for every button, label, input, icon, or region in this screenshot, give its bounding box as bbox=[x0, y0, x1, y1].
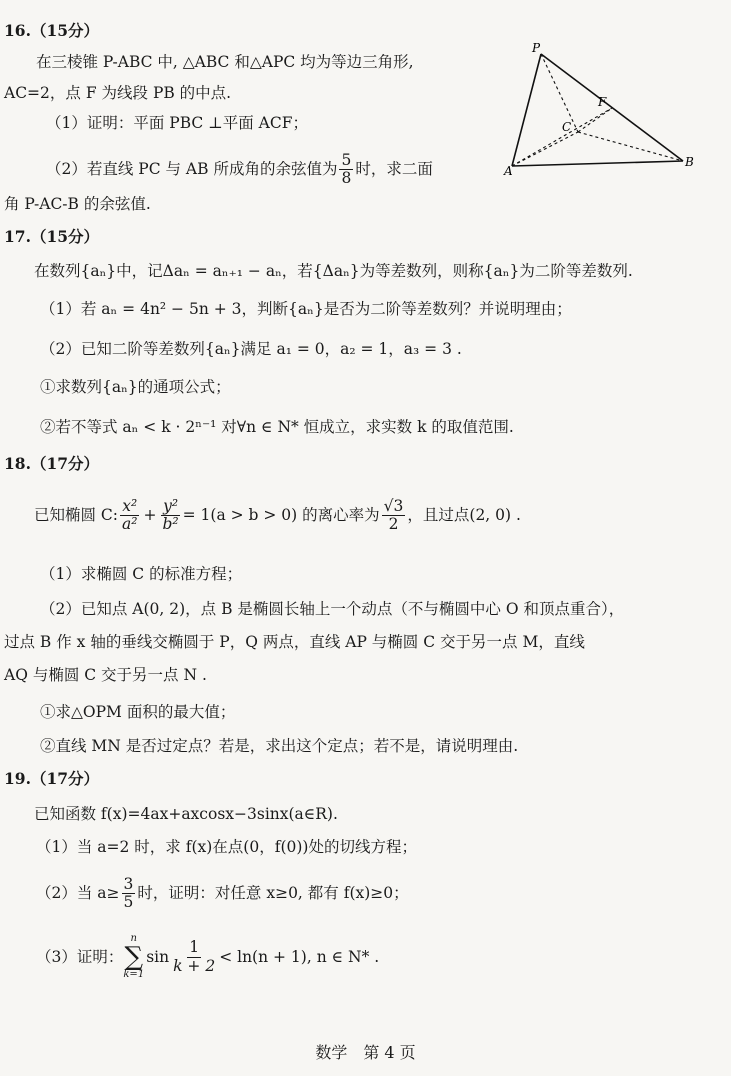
q18-eccentricity-fraction bbox=[382, 498, 406, 533]
q16-heading: 16.（15分） bbox=[4, 21, 100, 40]
q17-sub1: ①求数列{aₙ}的通项公式； bbox=[40, 378, 231, 396]
q18-intro-c: ，且过点(2, 0) . bbox=[407, 506, 521, 525]
edge-PC-dashed bbox=[541, 54, 578, 132]
sum-lower: k=1 bbox=[123, 969, 145, 980]
q19-sum-den: k + 2 bbox=[173, 956, 216, 975]
q18-part2-line3: AQ 与椭圆 C 交于另一点 N . bbox=[4, 666, 207, 684]
edge-AC-dashed bbox=[512, 132, 578, 166]
q19-intro: 已知函数 f(x)=4ax+axcosx−3sinx(a∈R). bbox=[34, 805, 338, 823]
q19-part2 bbox=[36, 876, 409, 911]
summation-symbol: n ∑ k=1 bbox=[123, 933, 145, 980]
q19-part3-b: < ln(n + 1), n ∈ N* . bbox=[219, 947, 380, 966]
q18-x-fraction bbox=[120, 498, 139, 533]
q18-part2-line1: （2）已知点 A(0, 2)，点 B 是椭圆长轴上一个动点（不与椭圆中心 O 和顶点重合）， bbox=[40, 600, 625, 618]
q19-heading: 19.（17分） bbox=[4, 769, 100, 788]
q17-heading: 17.（15分） bbox=[4, 227, 100, 246]
q16-frac-den: 8 bbox=[341, 169, 352, 188]
q16-part1: （1）证明：平面 PBC ⊥平面 ACF； bbox=[46, 114, 308, 132]
q19-part3 bbox=[36, 934, 379, 980]
q18-b2: b² bbox=[162, 515, 179, 534]
q18-part1: （1）求椭圆 C 的标准方程； bbox=[40, 565, 243, 583]
q19-part2-a: （2）当 a≥ bbox=[36, 884, 120, 903]
q18-e-den: 2 bbox=[388, 515, 399, 534]
q18-x2: x² bbox=[122, 497, 138, 515]
label-C: C bbox=[562, 120, 572, 134]
q18-y-fraction bbox=[160, 498, 180, 533]
q16-part2 bbox=[46, 152, 433, 187]
q17-part1: （1）若 aₙ = 4n² − 5n + 3，判断{aₙ}是否为二阶等差数列？并说明理由； bbox=[40, 300, 572, 318]
q18-part2-line2: 过点 B 作 x 轴的垂线交椭圆于 P，Q 两点，直线 AP 与椭圆 C 交于另一点 M，直线 bbox=[4, 633, 585, 651]
q19-sin: sin bbox=[146, 947, 170, 966]
q19-frac-num: 3 bbox=[123, 875, 134, 893]
tetrahedron-figure bbox=[504, 38, 700, 180]
q19-sum-fraction bbox=[171, 939, 217, 974]
q16-part2-cont: 角 P-AC-B 的余弦值. bbox=[4, 195, 151, 213]
sum-upper: n bbox=[130, 933, 137, 944]
edge-PA bbox=[512, 54, 541, 166]
q19-part2-b: 时，证明：对任意 x≥0, 都有 f(x)≥0； bbox=[137, 884, 409, 903]
q18-y2: y² bbox=[163, 497, 179, 515]
page-footer: 数学 第 4 页 bbox=[315, 1043, 416, 1062]
label-P: P bbox=[532, 41, 541, 55]
q16-intro-line1: 在三棱锥 P-ABC 中, △ABC 和△APC 均为等边三角形, bbox=[36, 53, 414, 71]
q19-a-fraction bbox=[122, 876, 136, 911]
q19-part1: （1）当 a=2 时，求 f(x)在点(0，f(0))处的切线方程； bbox=[36, 838, 417, 856]
edge-PB bbox=[541, 54, 683, 161]
segment-CF-dashed bbox=[578, 108, 612, 132]
edge-AB bbox=[512, 161, 683, 166]
q18-heading: 18.（17分） bbox=[4, 454, 100, 473]
q16-intro-line2: AC=2，点 F 为线段 PB 的中点. bbox=[4, 84, 232, 102]
edge-CB-dashed bbox=[578, 132, 683, 161]
q16-cos-fraction bbox=[339, 152, 353, 187]
q18-intro-a: 已知椭圆 C: bbox=[34, 506, 119, 525]
label-B: B bbox=[685, 155, 694, 169]
q16-part2-text-b: 时，求二面 bbox=[355, 160, 433, 179]
q18-intro-b: = 1(a > b > 0) 的离心率为 bbox=[182, 506, 380, 525]
q16-part2-text-a: （2）若直线 PC 与 AB 所成角的余弦值为 bbox=[46, 160, 338, 179]
q17-sub2: ②若不等式 aₙ < k · 2ⁿ⁻¹ 对∀n ∈ N* 恒成立，求实数 k 的取值范围. bbox=[40, 418, 514, 436]
q18-a2: a² bbox=[122, 515, 138, 534]
q18-sub2: ②直线 MN 是否过定点？若是，求出这个定点；若不是，请说明理由. bbox=[40, 737, 519, 755]
q19-frac-den: 5 bbox=[123, 893, 134, 912]
q19-sum-num: 1 bbox=[189, 938, 200, 957]
label-F: F bbox=[598, 95, 607, 109]
q18-sub1: ①求△OPM 面积的最大值； bbox=[40, 703, 236, 721]
label-A: A bbox=[504, 164, 513, 178]
q19-part3-a: （3）证明： bbox=[36, 947, 124, 966]
q17-part2: （2）已知二阶等差数列{aₙ}满足 a₁ = 0，a₂ = 1，a₃ = 3 . bbox=[40, 340, 462, 358]
q16-frac-num: 5 bbox=[341, 151, 352, 169]
q18-e-num: √3 bbox=[383, 497, 404, 515]
q17-definition: 在数列{aₙ}中，记Δaₙ = aₙ₊₁ − aₙ，若{Δaₙ}为等差数列，则称{aₙ}为二阶等差数列. bbox=[34, 262, 633, 280]
q18-intro: 已知椭圆 C: $\frac{\text{x²}}{\text{a²}}$ + $\frac{\text{y²}}{\text{b²}}$ = 1(a > b > 0) 的离心率为 $\frac{√3}{2}$ ，且过点(2, 0) . bbox=[34, 497, 521, 534]
